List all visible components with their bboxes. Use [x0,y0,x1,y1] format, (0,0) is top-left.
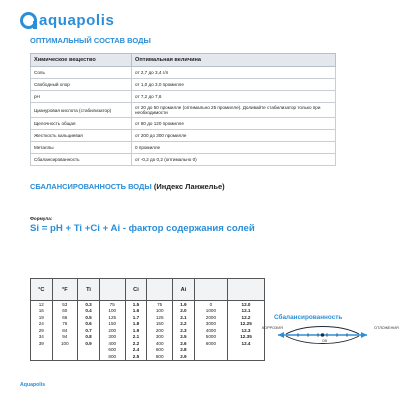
deposits-arrow-icon [361,332,367,338]
factor-cell-tds-factor: 12.3 [228,327,265,334]
factor-cell-alkalinity: 100 [147,308,173,315]
saturation-index-formula: Si = pH + Ti +Ci + Ai - фактор содержания солей [30,223,255,234]
header-total-alkalinity [147,279,173,301]
balance-center-marker [321,333,324,336]
factor-cell-ti: 0.5 [78,314,100,321]
chem-table-body [31,67,336,166]
water-balance-title [30,182,225,191]
factor-cell-tds-factor: 12.25 [228,321,265,328]
factor-cell-ci: 2.4 [125,347,147,354]
factor-cell-ti: 0.7 [78,327,100,334]
factor-cell-celsius: 24 [31,321,53,328]
factor-cell-celsius: 39 [31,340,53,347]
factor-cell-tds: 4000 [194,327,227,334]
factor-cell-ti: 0.4 [78,308,100,315]
formula-label: Формула: [30,216,53,221]
column-header-optimal-value: Оптимальная величина [132,54,336,67]
factor-cell-celsius [31,353,53,360]
factor-cell-ai: 2.8 [172,347,194,354]
factor-cell-alkalinity: 200 [147,327,173,334]
factor-cell-celsius: 16 [31,308,53,315]
factor-cell-tds-factor: 12.1 [228,308,265,315]
chem-value-cell: от 2,7 до 3,4 г/л [132,67,336,79]
header-celsius: °C [31,279,53,301]
factor-cell-ti [78,353,100,360]
factor-cell-calcium-hardness: 125 [99,314,125,321]
chem-param-cell: Циануровая кислота (стабилизатор) [31,103,132,118]
factor-cell-alkalinity: 400 [147,340,173,347]
chem-param-cell: Соль [31,67,132,79]
chem-table-row [31,118,336,130]
header-ti: Ti [78,279,100,301]
optimal-composition-table [30,53,336,166]
factor-cell-ti: 0.6 [78,321,100,328]
chem-table-header-row [31,54,336,67]
chem-value-cell: от 20 до 50 промилле (оптимально 25 промилле). Доливайте стабилизатор только при необходимости [132,103,336,118]
factor-cell-ai: 2.3 [172,327,194,334]
factor-table-row [31,301,265,308]
factor-cell-alkalinity: 600 [147,347,173,354]
logo-mark-icon [20,12,37,29]
corrosion-label: КОРРОЗИЯ [262,326,283,330]
factor-cell-ci: 1.5 [125,301,147,308]
factor-cell-fahrenheit: 76 [52,321,78,328]
chem-table-row [31,79,336,91]
corrosion-arrow-icon [278,332,284,338]
factor-cell-calcium-hardness: 600 [99,347,125,354]
optimal-composition-title: ОПТИМАЛЬНЫЙ СОСТАВ ВОДЫ [30,36,151,45]
factor-cell-fahrenheit: 100 [52,340,78,347]
factor-cell-ai: 2.0 [172,308,194,315]
deposits-label: ОТЛОЖЕНИЯ [374,326,399,330]
factor-cell-tds: 2000 [194,314,227,321]
factor-cell-tds: 0 [194,301,227,308]
factor-cell-alkalinity: 150 [147,321,173,328]
factor-cell-fahrenheit: 84 [52,327,78,334]
factor-cell-ai: 2.1 [172,314,194,321]
header-ci: Ci [125,279,147,301]
factor-cell-fahrenheit: 60 [52,308,78,315]
factor-cell-fahrenheit: 94 [52,334,78,341]
brand-logo [20,10,114,30]
factor-cell-ci: 1.7 [125,314,147,321]
factor-cell-ai: 1.9 [172,301,194,308]
chem-table-row [31,91,336,103]
factor-cell-tds: 6000 [194,340,227,347]
factor-cell-tds [194,353,227,360]
factor-cell-ti: 0.8 [78,334,100,341]
langelier-index-label: (Индекс Ланжелье) [151,182,225,191]
factor-cell-tds: 5000 [194,334,227,341]
factor-cell-celsius: 29 [31,327,53,334]
chem-param-cell: Жесткость кальциевая [31,130,132,142]
factor-cell-ai: 2.9 [172,353,194,360]
factor-cell-ci: 1.6 [125,308,147,315]
factor-table [30,278,265,361]
chem-value-cell: от 1,0 до 3,0 промилле [132,79,336,91]
chem-value-cell: 0 промилле [132,142,336,154]
factor-table-body [31,301,265,361]
factor-cell-celsius: 12 [31,301,53,308]
header-tds-factor [228,279,265,301]
chem-value-cell: от 80 до 120 промилле [132,118,336,130]
factor-cell-calcium-hardness: 200 [99,327,125,334]
factor-cell-tds-factor: 12.2 [228,314,265,321]
factor-cell-tds-factor: 12.35 [228,334,265,341]
factor-cell-calcium-hardness: 75 [99,301,125,308]
chem-table-row [31,154,336,166]
factor-cell-fahrenheit: 53 [52,301,78,308]
factor-cell-ti: 0.9 [78,340,100,347]
factor-cell-alkalinity: 75 [147,301,173,308]
factor-cell-celsius: 19 [31,314,53,321]
factor-cell-tds: 1000 [194,308,227,315]
chem-table-row [31,142,336,154]
header-calcium-hardness [99,279,125,301]
factor-cell-alkalinity: 800 [147,353,173,360]
chem-table-row [31,130,336,142]
balance-upper-arc [286,327,359,335]
chem-param-cell: Сбалансированность [31,154,132,166]
factor-cell-calcium-hardness: 100 [99,308,125,315]
factor-table-header-row [31,279,265,301]
factor-cell-ai: 2.5 [172,334,194,341]
factor-cell-tds: 3000 [194,321,227,328]
factor-cell-tds-factor: 12.4 [228,340,265,347]
water-balance-title-main: СБАЛАНСИРОВАННОСТЬ ВОДЫ [30,182,152,191]
header-fahrenheit: °F [52,279,78,301]
chem-param-cell: pH [31,91,132,103]
chem-value-cell: от 7,2 до 7,6 [132,91,336,103]
balance-diagram-title: Сбалансированность [274,314,343,321]
chem-value-cell: от -0,2 до 0,2 (оптимально 0) [132,154,336,166]
chem-value-cell: от 200 до 300 промилле [132,130,336,142]
ok-label: ОК [322,339,328,343]
factor-cell-tds-factor: 12.0 [228,301,265,308]
factor-cell-ai: 2.6 [172,340,194,347]
factor-cell-fahrenheit: 66 [52,314,78,321]
header-ai: Ai [172,279,194,301]
factor-cell-calcium-hardness: 300 [99,334,125,341]
factor-cell-ci: 2.2 [125,340,147,347]
factor-cell-fahrenheit [52,353,78,360]
factor-cell-ci: 2.5 [125,353,147,360]
factor-cell-calcium-hardness: 400 [99,340,125,347]
factor-cell-ci: 1.9 [125,327,147,334]
column-header-substance: Химическое вещество [31,54,132,67]
factor-table-row [31,353,265,360]
chem-table-row [31,103,336,118]
chem-param-cell: Свободный хлор [31,79,132,91]
factor-cell-ti: 0.3 [78,301,100,308]
factor-cell-alkalinity: 300 [147,334,173,341]
chem-table-row [31,67,336,79]
factor-cell-tds-factor [228,353,265,360]
brand-name: aquapolis [39,11,115,29]
footer-brand: Aquapolis [20,382,46,388]
factor-cell-ci: 1.8 [125,321,147,328]
factor-cell-celsius: 34 [31,334,53,341]
factor-cell-calcium-hardness: 800 [99,353,125,360]
header-total-dissolved-solids [194,279,227,301]
factor-cell-alkalinity: 125 [147,314,173,321]
chem-param-cell: Металлы [31,142,132,154]
factor-cell-ci: 2.1 [125,334,147,341]
factor-cell-ai: 2.2 [172,321,194,328]
chem-param-cell: Щелочность общая [31,118,132,130]
factor-cell-calcium-hardness: 150 [99,321,125,328]
